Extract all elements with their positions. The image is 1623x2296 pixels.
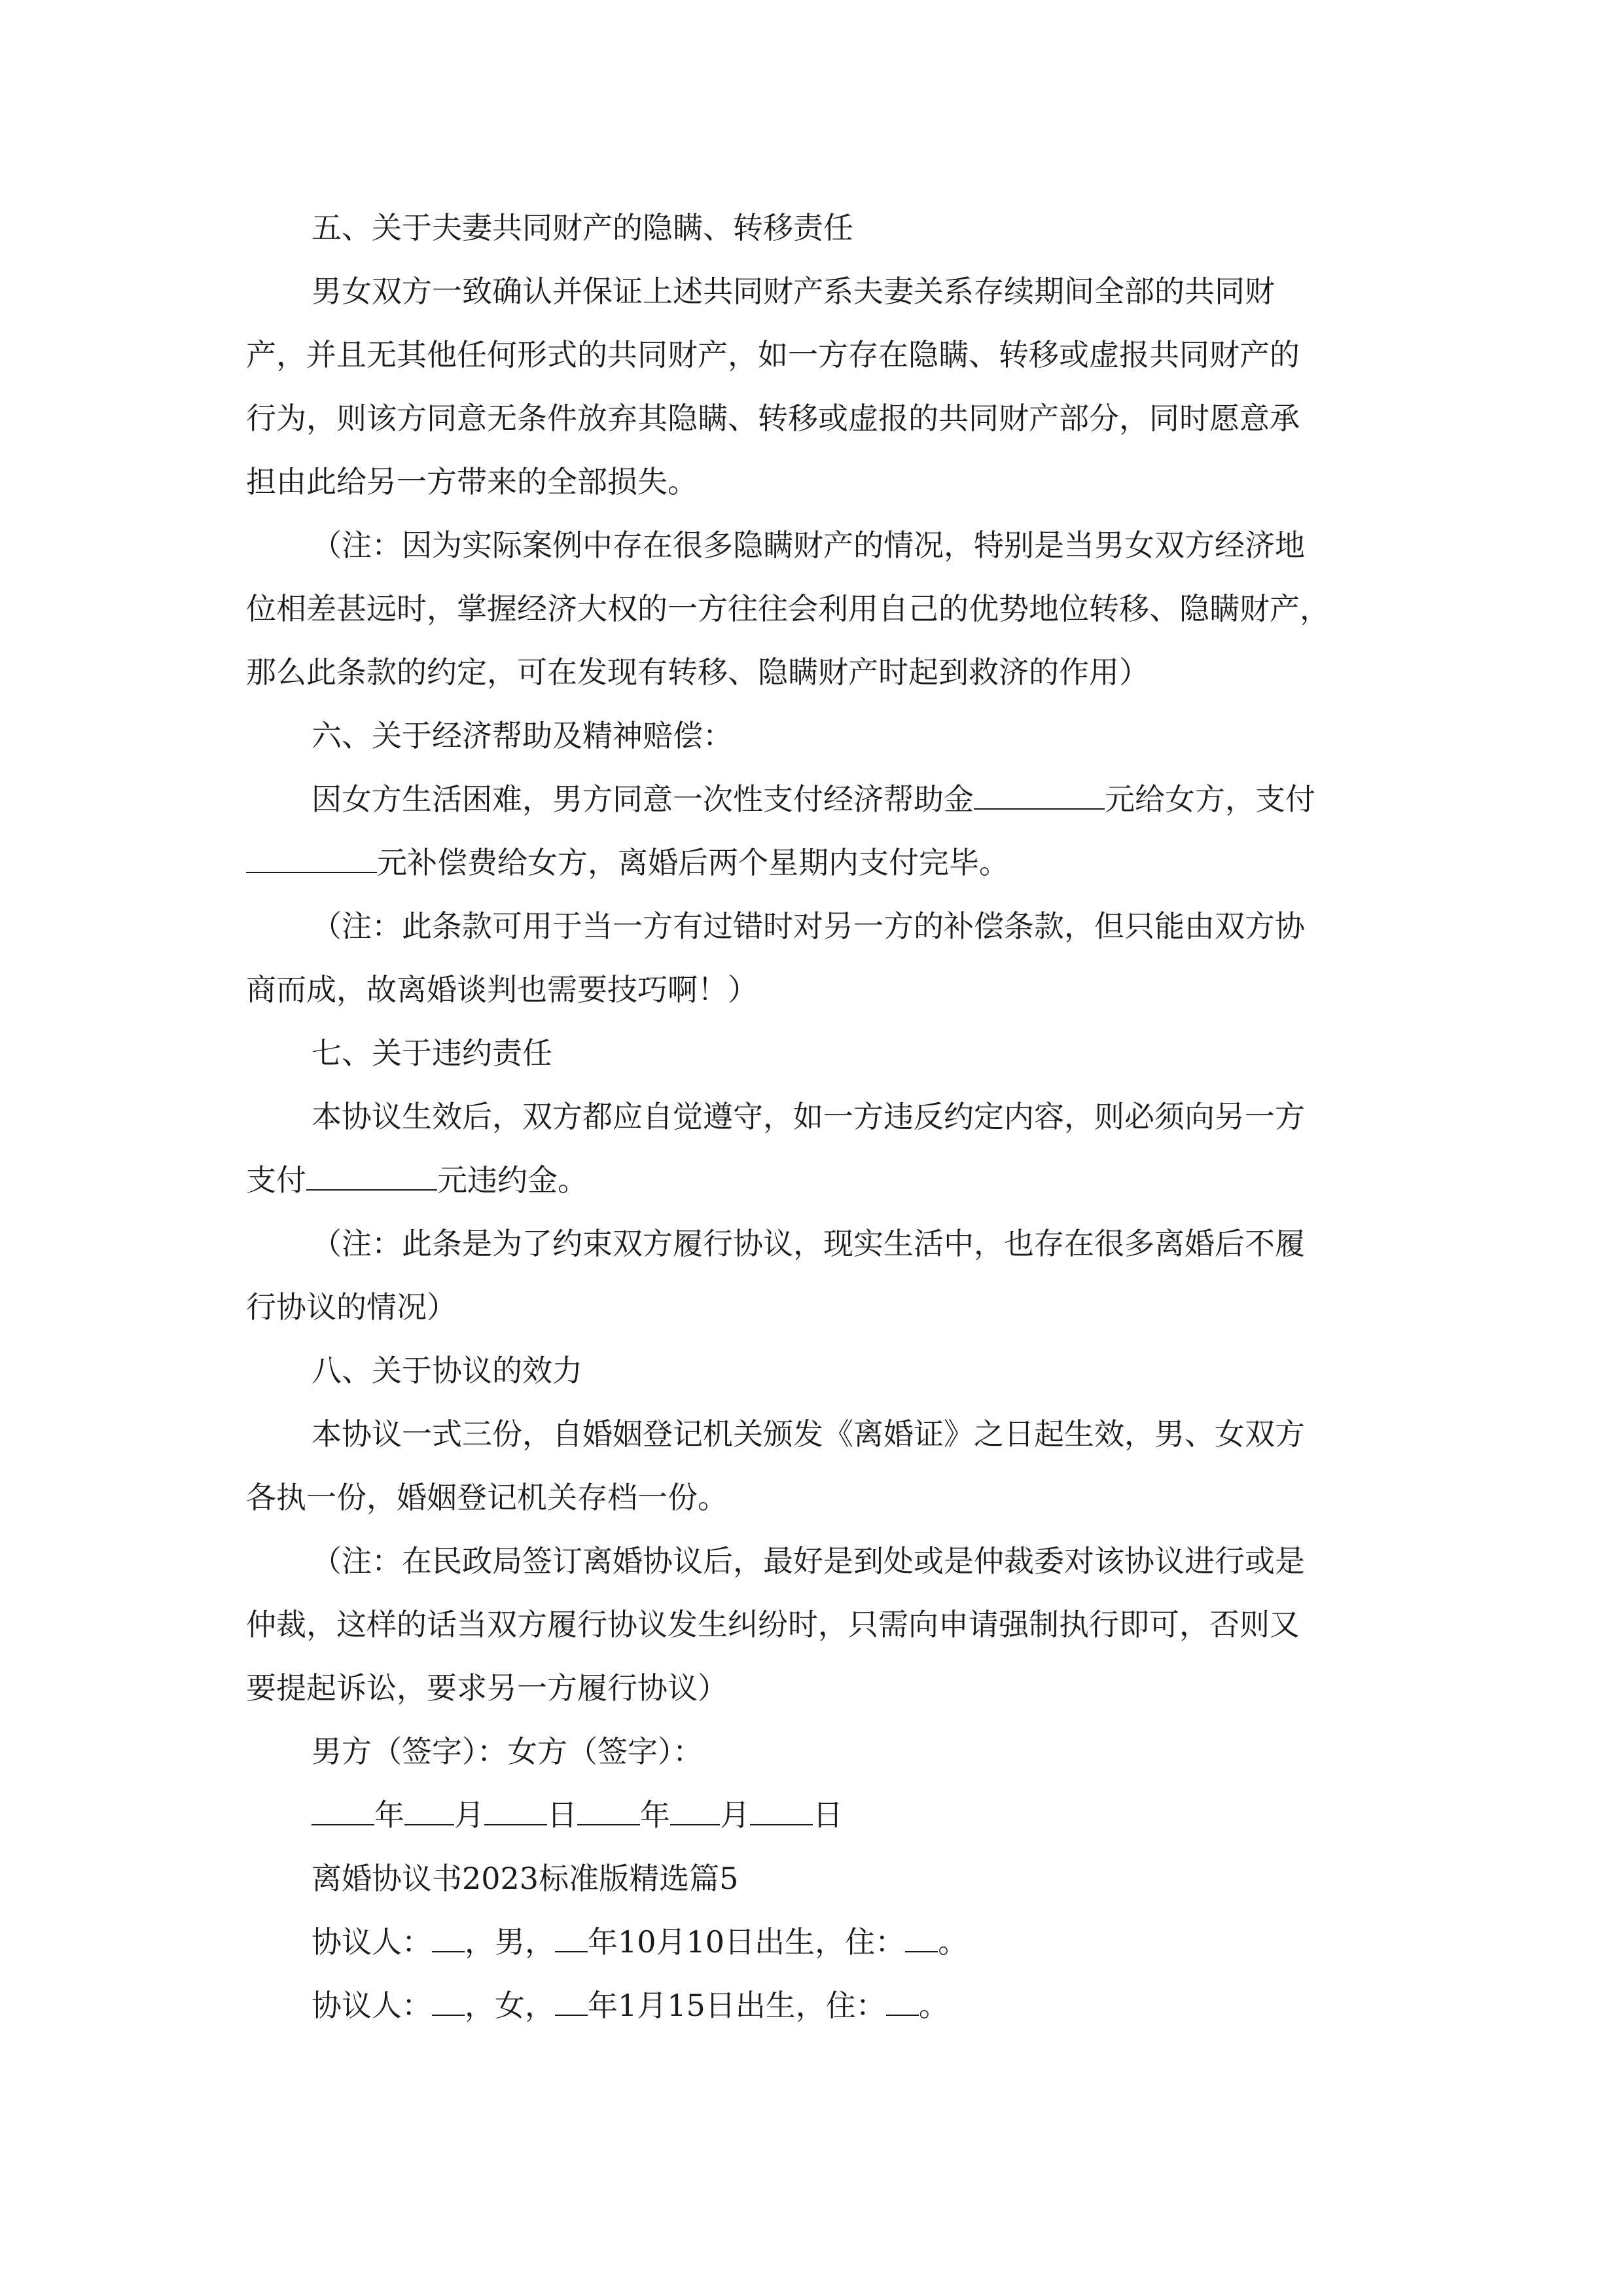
date-line — [246, 1784, 1377, 1847]
paragraph-text: 支付 — [246, 1162, 306, 1198]
fill-blank[interactable] — [432, 1987, 465, 2016]
party-line — [246, 1974, 1377, 2037]
note-line: 那么此条款的约定，可在发现有转移、隐瞒财产时起到救济的作用） — [246, 655, 1149, 690]
date-year-label: 年 — [374, 1797, 404, 1833]
fill-blank[interactable] — [670, 1797, 720, 1825]
date-day-label: 日 — [547, 1797, 577, 1833]
paragraph-text: 元给女方，支付 — [1105, 781, 1315, 817]
fill-blank[interactable] — [974, 781, 1105, 810]
party-text: 。 — [938, 1924, 969, 1960]
date-month-label: 月 — [720, 1797, 750, 1833]
fill-blank[interactable] — [404, 1797, 454, 1825]
note-line: 要提起诉讼，要求另一方履行协议） — [246, 1670, 728, 1706]
paragraph-line: 行为，则该方同意无条件放弃其隐瞒、转移或虚报的共同财产部分，同时愿意承 — [246, 401, 1300, 436]
note-line: 行协议的情况） — [246, 1289, 457, 1325]
fill-blank[interactable] — [905, 1924, 938, 1952]
paragraph-line: 男女双方一致确认并保证上述共同财产系夫妻关系存续期间全部的共同财 — [312, 274, 1275, 309]
paragraph-text: 因女方生活困难，男方同意一次性支付经济帮助金 — [312, 781, 974, 817]
document-content — [246, 196, 1377, 2037]
party-label: 协议人： — [312, 1924, 432, 1960]
note-line: 商而成，故离婚谈判也需要技巧啊！） — [246, 972, 758, 1007]
note-line: （注：此条是为了约束双方履行协议，现实生活中，也存在很多离婚后不履 — [312, 1226, 1305, 1261]
paragraph-line: 产，并且无其他任何形式的共同财产，如一方存在隐瞒、转移或虚报共同财产的 — [246, 337, 1300, 372]
paragraph-text: 元补偿费给女方，离婚后两个星期内支付完毕。 — [377, 845, 1009, 880]
paragraph-line: 本协议生效后，双方都应自觉遵守，如一方违反约定内容，则必须向另一方 — [312, 1099, 1305, 1134]
party-text: 年1月15日出生，住： — [588, 1988, 886, 2023]
fill-blank[interactable] — [886, 1987, 919, 2016]
fill-blank[interactable] — [306, 1162, 437, 1191]
section-heading: 五、关于夫妻共同财产的隐瞒、转移责任 — [312, 210, 853, 245]
note-line: 仲裁，这样的话当双方履行协议发生纠纷时，只需向申请强制执行即可，否则又 — [246, 1607, 1300, 1642]
note-line: 位相差甚远时，掌握经济大权的一方往往会利用自己的优势地位转移、隐瞒财产， — [246, 591, 1330, 626]
fill-blank[interactable] — [246, 844, 377, 873]
date-day-label: 日 — [813, 1797, 843, 1833]
party-line — [246, 1910, 1377, 1974]
paragraph-text: 元违约金。 — [437, 1162, 588, 1198]
document-title: 离婚协议书2023标准版精选篇5 — [312, 1861, 739, 1896]
fill-blank[interactable] — [312, 1797, 374, 1825]
party-text: ，男， — [465, 1924, 555, 1960]
fill-blank[interactable] — [432, 1924, 465, 1952]
paragraph-line — [246, 1149, 1377, 1212]
date-month-label: 月 — [454, 1797, 484, 1833]
note-line: （注：此条款可用于当一方有过错时对另一方的补偿条款，但只能由双方协 — [312, 908, 1305, 944]
party-text: ，女， — [465, 1988, 555, 2023]
section-heading: 七、关于违约责任 — [312, 1035, 552, 1071]
fill-blank[interactable] — [555, 1987, 588, 2016]
paragraph-line — [246, 768, 1377, 831]
party-text: 。 — [918, 1988, 949, 2023]
note-line: （注：在民政局签订离婚协议后，最好是到处或是仲裁委对该协议进行或是 — [312, 1543, 1305, 1579]
paragraph-line: 担由此给另一方带来的全部损失。 — [246, 464, 698, 499]
fill-blank[interactable] — [484, 1797, 547, 1825]
paragraph-line — [246, 831, 1377, 895]
paragraph-line: 各执一份，婚姻登记机关存档一份。 — [246, 1480, 728, 1515]
party-label: 协议人： — [312, 1988, 432, 2023]
party-text: 年10月10日出生，住： — [588, 1924, 906, 1960]
paragraph-line: 本协议一式三份，自婚姻登记机关颁发《离婚证》之日起生效，男、女双方 — [312, 1416, 1305, 1452]
date-year-label: 年 — [640, 1797, 670, 1833]
fill-blank[interactable] — [555, 1924, 588, 1952]
note-line: （注：因为实际案例中存在很多隐瞒财产的情况，特别是当男女双方经济地 — [312, 528, 1305, 563]
section-heading: 六、关于经济帮助及精神赔偿： — [312, 718, 733, 753]
fill-blank[interactable] — [750, 1797, 813, 1825]
section-heading: 八、关于协议的效力 — [312, 1353, 582, 1388]
fill-blank[interactable] — [577, 1797, 640, 1825]
signature-line: 男方（签字）：女方（签字）： — [312, 1734, 703, 1769]
